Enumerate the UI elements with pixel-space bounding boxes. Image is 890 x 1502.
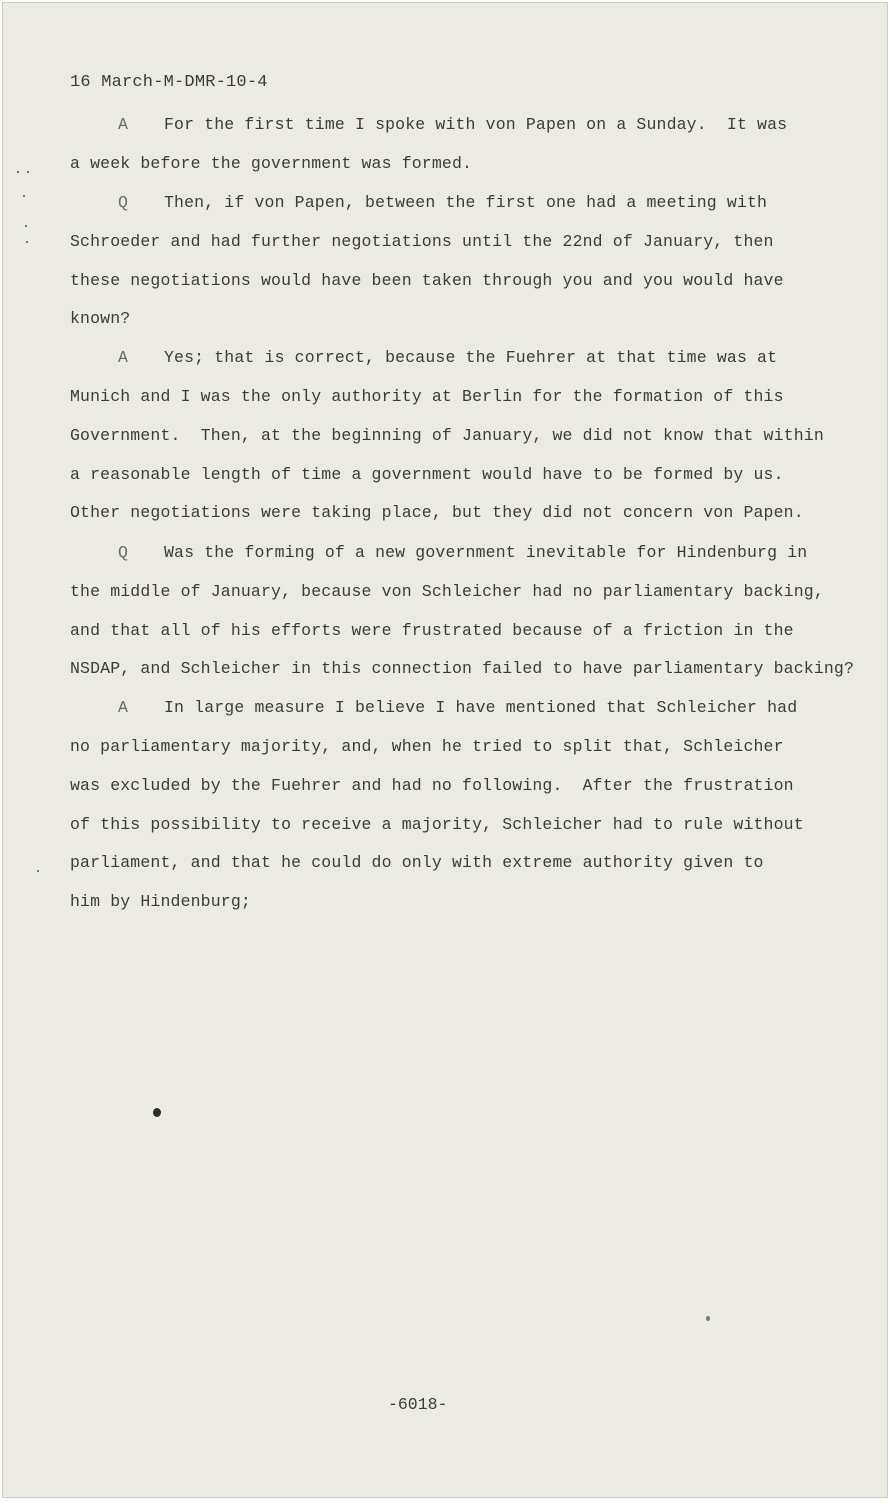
line-text: a reasonable length of time a government would have to be formed by us. <box>70 465 784 484</box>
line-text: the middle of January, because von Schleicher had no parliamentary backing, <box>70 582 824 601</box>
margin-mark <box>17 171 19 173</box>
line-text: Then, if von Papen, between the first one had a meeting with <box>164 193 768 212</box>
text-line <box>70 465 784 484</box>
speaker-label: A <box>118 348 129 367</box>
line-text: him by Hindenburg; <box>70 892 251 911</box>
margin-mark <box>27 171 29 173</box>
line-text: was excluded by the Fuehrer and had no following. After the frustration <box>70 776 794 795</box>
speaker-label: A <box>118 698 129 717</box>
line-text: Government. Then, at the beginning of January, we did not know that within <box>70 426 824 445</box>
text-line <box>70 348 777 367</box>
line-text: For the first time I spoke with von Papen on a Sunday. It was <box>164 115 788 134</box>
margin-mark <box>37 870 39 872</box>
speaker-label: Q <box>118 543 129 562</box>
text-line <box>70 853 764 872</box>
text-line <box>70 737 784 756</box>
line-text: Other negotiations were taking place, but they did not concern von Papen. <box>70 503 804 522</box>
line-text: known? <box>70 309 131 328</box>
text-line <box>70 698 797 717</box>
text-line <box>70 621 794 640</box>
line-text: parliament, and that he could do only with extreme authority given to <box>70 853 764 872</box>
document-header: 16 March-M-DMR-10-4 <box>70 73 268 92</box>
text-line <box>70 115 787 134</box>
text-line <box>70 892 251 911</box>
line-text: Munich and I was the only authority at Berlin for the formation of this <box>70 387 784 406</box>
line-text: a week before the government was formed. <box>70 154 473 173</box>
line-text: no parliamentary majority, and, when he tried to split that, Schleicher <box>70 737 784 756</box>
line-text: Schroeder and had further negotiations until the 22nd of January, then <box>70 232 774 251</box>
text-line <box>70 659 854 678</box>
speaker-label: Q <box>118 193 129 212</box>
ink-spot <box>706 1316 710 1321</box>
line-text: and that all of his efforts were frustrated because of a friction in the <box>70 621 794 640</box>
text-line <box>70 232 774 251</box>
line-text: Was the forming of a new government inevitable for Hindenburg in <box>164 543 808 562</box>
text-line <box>70 193 767 212</box>
text-line <box>70 776 794 795</box>
text-line <box>70 582 824 601</box>
line-text: NSDAP, and Schleicher in this connection failed to have parliamentary backing? <box>70 659 855 678</box>
line-text: these negotiations would have been taken through you and you would have <box>70 271 784 290</box>
text-line <box>70 154 472 173</box>
line-text: of this possibility to receive a majority, Schleicher had to rule without <box>70 815 804 834</box>
text-line <box>70 271 784 290</box>
speaker-label: A <box>118 115 129 134</box>
text-line <box>70 815 804 834</box>
margin-mark <box>25 225 27 227</box>
text-line <box>70 426 824 445</box>
text-line <box>70 543 807 562</box>
text-line <box>70 503 804 522</box>
text-line <box>70 387 784 406</box>
page-number: -6018- <box>388 1395 448 1414</box>
text-line <box>70 309 130 328</box>
line-text: In large measure I believe I have mentioned that Schleicher had <box>164 698 798 717</box>
document-page <box>2 2 888 1498</box>
margin-mark <box>26 241 28 243</box>
margin-mark <box>23 195 25 197</box>
line-text: Yes; that is correct, because the Fuehrer at that time was at <box>164 348 778 367</box>
ink-spot <box>153 1108 161 1117</box>
